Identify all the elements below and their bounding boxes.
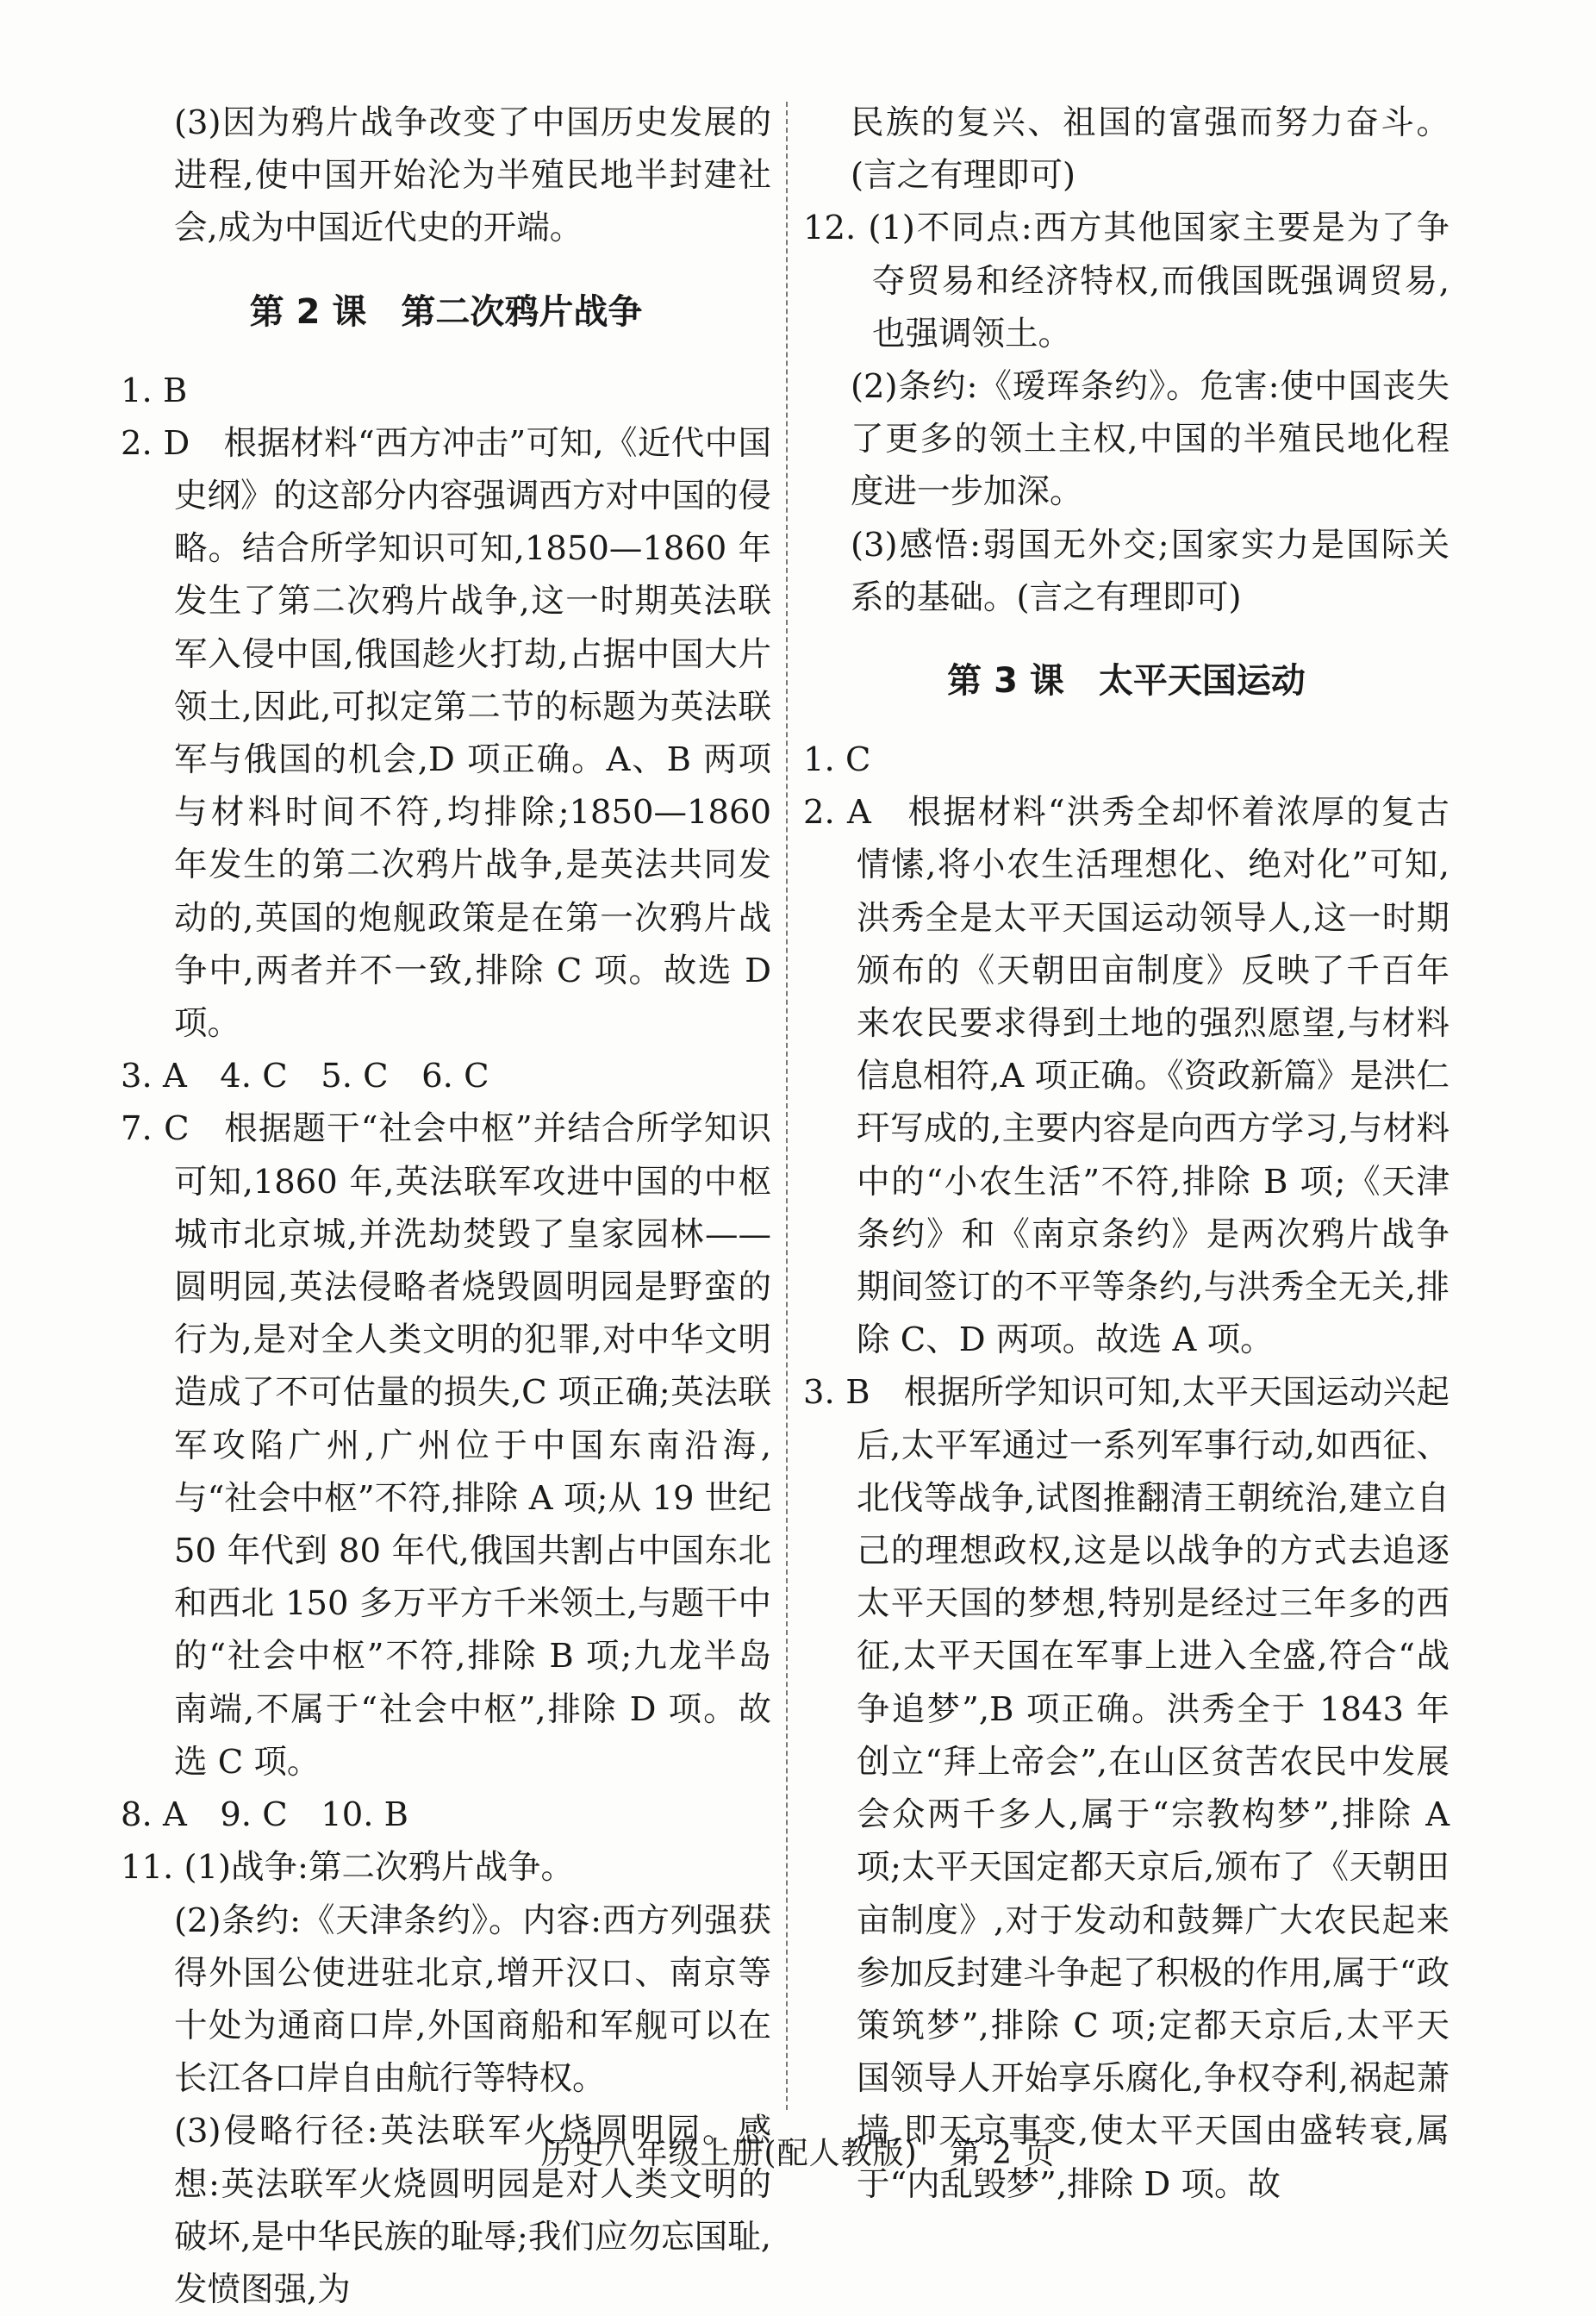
answer-q3: 3. B 根据所学知识可知,太平天国运动兴起后,太平军通过一系列军事行动,如西征、北伐等战争,试图推翻清王朝统治,建立自己的理想政权,这是以战争的方式去追逐太平天国的梦想,特别是经过三年多的西征,太平天国在军事上进入全盛,符合“战争追梦”,B 项正确。洪秀全于 1843 年创立“拜上帝会”,在山区贫苦农民中发展会众两千多人,属于“宗教构梦”,排除 A 项;太平天国定都天京后,颁布了《天朝田亩制度》,对于发动和鼓舞广大农民起来参加反封建斗争起了积极的作用,属于“政策筑梦”,排除 C 项;定都天京后,太平天国领导人开始享乐腐化,争权夺利,祸起萧墙,即天京事变,使太平天国由盛转衰,属于“内乱毁梦”,排除 D 项。故 xyxy=(803,1373,1449,2204)
answer-q11-part1: 11. (1)战争:第二次鸦片战争。 xyxy=(121,1848,574,1888)
answer-q11-continued: 民族的复兴、祖国的富强而努力奋斗。(言之有理即可) xyxy=(851,103,1449,196)
answer-q11-part2: (2)条约:《天津条约》。内容:西方列强获得外国公使进驻北京,增开汉口、南京等十处为通商口岸,外国商船和军舰可以在长江各口岸自由航行等特权。 xyxy=(174,1901,771,2099)
lesson-2-title: 第 2 课 第二次鸦片战争 xyxy=(249,291,643,332)
answer-q2: 2. A 根据材料“洪秀全却怀着浓厚的复古情愫,将小农生活理想化、绝对化”可知,洪秀全是太平天国运动领导人,这一时期颁布的《天朝田亩制度》反映了千百年来农民要求得到土地的强烈愿望,与材料信息相符,A 项正确。《资政新篇》是洪仁玕写成的,主要内容是向西方学习,与材料中的“小农生活”不符,排除 B 项;《天津条约》和《南京条约》是两次鸦片战争期间签订的不平等条约,与洪秀全无关,排除 C、D 两项。故选 A 项。 xyxy=(803,793,1449,1360)
answer-q11-part3: (3)侵略行径:英法联军火烧圆明园。感想:英法联军火烧圆明园是对人类文明的破坏,是中华民族的耻辱;我们应勿忘国耻,发愤图强,为 xyxy=(174,2112,771,2309)
answer-q12-part3: (3)感悟:弱国无外交;国家实力是国际关系的基础。(言之有理即可) xyxy=(851,525,1449,617)
page-footer: 历史八年级上册(配人教版) 第 2 页 xyxy=(540,2136,1056,2171)
answer-q8-10: 8. A 9. C 10. B xyxy=(121,1795,408,1835)
lesson-3-title: 第 3 课 太平天国运动 xyxy=(947,661,1306,702)
answer-q2: 2. D 根据材料“西方冲击”可知,《近代中国史纲》的这部分内容强调西方对中国的侵略。结合所学知识可知,1850—1860 年发生了第二次鸦片战争,这一时期英法联军入侵中国,俄国趁火打劫,占据中国大片领土,因此,可拟定第二节的标题为英法联军与俄国的机会,D 项正确。A、B 两项与材料时间不符,均排除;1850—1860 年发生的第二次鸦片战争,是英法共同发动的,英国的炮舰政策是在第一次鸦片战争中,两者并不一致,排除 C 项。故选 D 项。 xyxy=(121,423,772,1044)
column-divider xyxy=(786,102,788,2110)
answer-paragraph: (3)因为鸦片战争改变了中国历史发展的进程,使中国开始沦为半殖民地半封建社会,成为中国近代史的开端。 xyxy=(174,103,771,248)
answer-q1: 1. B xyxy=(121,371,188,410)
answer-q12-part1: 12. (1)不同点:西方其他国家主要是为了争夺贸易和经济特权,而俄国既强调贸易,也强调领土。 xyxy=(803,209,1449,353)
answer-q3-6: 3. A 4. C 5. C 6. C xyxy=(121,1057,489,1096)
left-column xyxy=(121,97,771,2316)
answer-q7: 7. C 根据题干“社会中枢”并结合所学知识可知,1860 年,英法联军攻进中国的中枢城市北京城,并洗劫焚毁了皇家园林——圆明园,英法侵略者烧毁圆明园是野蛮的行为,是对全人类文明的犯罪,对中华文明造成了不可估量的损失,C 项正确;英法联军攻陷广州,广州位于中国东南沿海,与“社会中枢”不符,排除 A 项;从 19 世纪 50 年代到 80 年代,俄国共割占中国东北和西北 150 多万平方千米领土,与题干中的“社会中枢”不符,排除 B 项;九龙半岛南端,不属于“社会中枢”,排除 D 项。故选 C 项。 xyxy=(121,1109,771,1782)
answer-q12-part2: (2)条约:《瑷珲条约》。危害:使中国丧失了更多的领土主权,中国的半殖民地化程度进一步加深。 xyxy=(851,367,1449,512)
right-column xyxy=(803,97,1449,2211)
answer-q1: 1. C xyxy=(803,740,871,780)
